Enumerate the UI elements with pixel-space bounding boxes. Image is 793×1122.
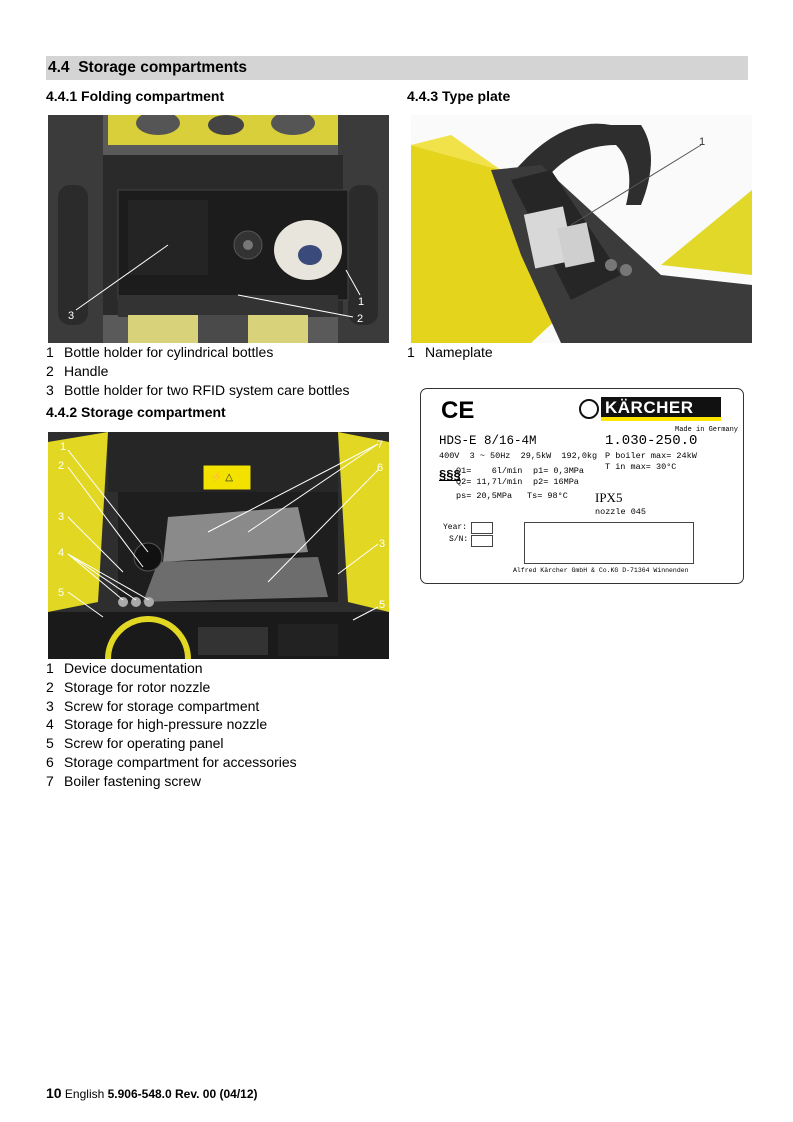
footer-language: English [64, 1087, 105, 1101]
storage-callout: 3 [58, 511, 65, 523]
year-label: Year: [443, 523, 468, 532]
certification-icon [579, 399, 599, 419]
sn-box [471, 535, 493, 547]
section-header [46, 56, 748, 80]
storage-callout: 7 [377, 439, 384, 451]
list-item: 1 Bottle holder for cylindrical bottles [46, 344, 274, 360]
q2: Q2= 11,7l/min [456, 477, 523, 487]
list-item: 3 Screw for storage compartment [46, 698, 260, 714]
list-item: 3 Bottle holder for two RFID system care bottles [46, 382, 350, 398]
ce-mark: CE [441, 397, 475, 424]
heat-icon: §§§ [439, 467, 461, 482]
list-item: 4 Storage for high-pressure nozzle [46, 716, 268, 732]
storage-callout: 5 [379, 599, 386, 611]
year-box [471, 522, 493, 534]
typeplate-callout: 1 [699, 136, 706, 148]
electrical-data: 400V 3 ~ 50Hz 29,5kW 192,0kg [439, 451, 598, 461]
storage-compartment-heading: 4.4.2 Storage compartment [46, 404, 226, 420]
type-plate-heading: 4.4.3 Type plate [407, 88, 511, 104]
folding-callout: 2 [357, 313, 364, 325]
storage-callout: 5 [58, 587, 65, 599]
footer-doc-id: 5.906-548.0 Rev. 00 (04/12) [107, 1087, 258, 1101]
made-in: Made in Germany [675, 426, 739, 434]
part-number: 1.030-250.0 [605, 433, 698, 449]
nameplate-drawing [420, 388, 744, 584]
ipx-rating: IPX5 [595, 490, 623, 505]
ts: Ts= 98°C [527, 491, 568, 501]
list-item: 2 Handle [46, 363, 109, 379]
list-item: 2 Storage for rotor nozzle [46, 679, 211, 695]
folding-compartment-photo [48, 115, 389, 343]
list-item: 1 Nameplate [407, 344, 493, 360]
list-item: 7 Boiler fastening screw [46, 773, 201, 789]
manufacturer-address: Alfred Kärcher GmbH & Co.KG D-71364 Winnenden [513, 567, 689, 574]
storage-callout: 3 [379, 538, 386, 550]
page-footer [46, 1085, 258, 1101]
ps: ps= 20,5MPa [456, 491, 513, 501]
sn-label: S/N: [449, 535, 469, 544]
list-item: 6 Storage compartment for accessories [46, 754, 297, 770]
folding-compartment-heading: 4.4.1 Folding compartment [46, 88, 225, 104]
folding-callout: 3 [68, 310, 75, 322]
svg-text:⚡ △: ⚡ △ [210, 472, 233, 483]
nozzle: nozzle 045 [595, 507, 647, 517]
type-plate-photo [411, 115, 752, 343]
storage-callout: 4 [58, 547, 65, 559]
storage-callout: 2 [58, 460, 65, 472]
storage-compartment-photo [48, 432, 389, 659]
p-boiler: P boiler max= 24kW [605, 451, 697, 461]
list-item: 5 Screw for operating panel [46, 735, 224, 751]
t-in: T in max= 30°C [605, 462, 677, 472]
storage-callout: 1 [60, 441, 67, 453]
karcher-logo: KÄRCHER [601, 397, 721, 421]
page-number: 10 [46, 1085, 62, 1101]
p1: p1= 0,3MPa [533, 466, 585, 476]
serial-field-box [524, 522, 694, 564]
folding-callout: 1 [358, 296, 365, 308]
list-item: 1 Device documentation [46, 660, 203, 676]
model: HDS-E 8/16-4M [439, 434, 537, 448]
p2: p2= 16MPa [533, 477, 579, 487]
q1: Q1= 6l/min [456, 466, 523, 476]
storage-callout: 6 [377, 462, 384, 474]
section-title: 4.4 Storage compartments [48, 59, 248, 76]
